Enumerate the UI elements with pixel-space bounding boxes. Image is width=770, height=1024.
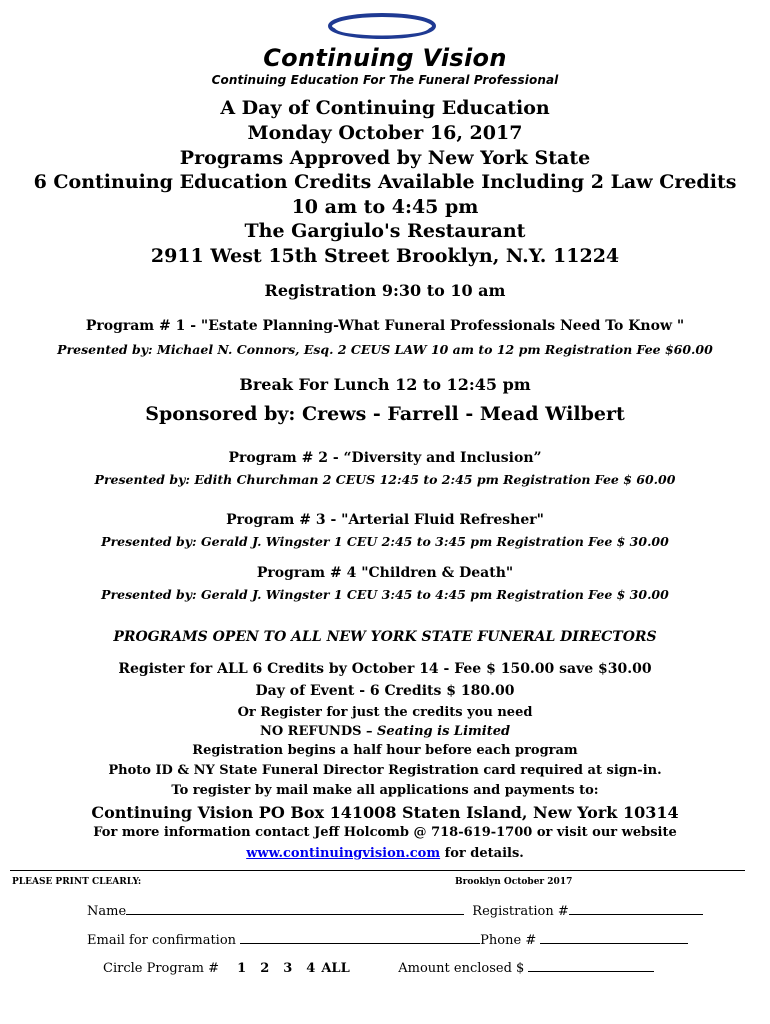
programs-open-notice: PROGRAMS OPEN TO ALL NEW YORK STATE FUNERAL DIRECTORS xyxy=(113,629,657,645)
website-suffix: for details. xyxy=(440,846,524,861)
amount-field[interactable] xyxy=(528,959,654,972)
program-3-presenter: Presented by: Gerald J. Wingster 1 CEU 2:45 to 3:45 pm Registration Fee $ 30.00 xyxy=(101,534,669,549)
amount-label: Amount enclosed $ xyxy=(398,961,525,976)
phone-label: Phone # xyxy=(480,933,537,948)
program-option-2[interactable]: 2 xyxy=(260,961,270,976)
program-choice-row xyxy=(103,959,654,976)
lunch-break: Break For Lunch 12 to 12:45 pm xyxy=(239,375,531,394)
logo-title: Continuing Vision xyxy=(263,44,507,72)
note-photo-id: Photo ID & NY State Funeral Director Registration card required at sign-in. xyxy=(108,763,662,778)
no-refunds-text: NO REFUNDS – xyxy=(259,724,378,739)
price-day-of-event: Day of Event - 6 Credits $ 180.00 xyxy=(255,683,515,699)
registration-number-label: Registration # xyxy=(472,904,569,919)
header-line-1: A Day of Continuing Education xyxy=(220,97,550,119)
program-options xyxy=(237,961,368,976)
form-divider xyxy=(10,870,745,871)
program-2-title: Program # 2 - “Diversity and Inclusion” xyxy=(228,450,542,466)
note-no-refunds xyxy=(0,724,770,739)
sponsors: Sponsored by: Crews - Farrell - Mead Wilbert xyxy=(145,403,625,425)
name-field[interactable] xyxy=(126,902,464,915)
program-option-all[interactable]: ALL xyxy=(321,961,350,976)
program-2-presenter: Presented by: Edith Churchman 2 CEUS 12:45 to 2:45 pm Registration Fee $ 60.00 xyxy=(94,472,676,487)
name-label: Name xyxy=(87,904,127,919)
header-line-7: 2911 West 15th Street Brooklyn, N.Y. 11224 xyxy=(150,245,620,267)
note-registration-begins: Registration begins a half hour before each program xyxy=(192,743,578,758)
website-line xyxy=(0,846,770,861)
email-field[interactable] xyxy=(240,931,480,944)
website-link[interactable]: www.continuingvision.com xyxy=(246,846,441,861)
registration-time: Registration 9:30 to 10 am xyxy=(264,281,506,300)
program-1-presenter: Presented by: Michael N. Connors, Esq. 2 CEUS LAW 10 am to 12 pm Registration Fee $60.00 xyxy=(57,342,713,357)
name-row xyxy=(87,902,703,919)
program-4-presenter: Presented by: Gerald J. Wingster 1 CEU 3:45 to 4:45 pm Registration Fee $ 30.00 xyxy=(101,587,669,602)
header-line-4: 6 Continuing Education Credits Available Including 2 Law Credits xyxy=(33,171,737,193)
header-line-6: The Gargiulo's Restaurant xyxy=(244,220,526,242)
email-row xyxy=(87,931,688,948)
program-4-title: Program # 4 "Children & Death" xyxy=(256,565,514,581)
header-line-2: Monday October 16, 2017 xyxy=(247,122,523,144)
mailing-address: Continuing Vision PO Box 141008 Staten Island, New York 10314 xyxy=(91,803,679,822)
email-label: Email for confirmation xyxy=(87,933,237,948)
header-line-5: 10 am to 4:45 pm xyxy=(291,196,479,218)
program-option-1[interactable]: 1 xyxy=(237,961,247,976)
registration-number-field[interactable] xyxy=(569,902,703,915)
program-option-3[interactable]: 3 xyxy=(283,961,293,976)
program-3-title: Program # 3 - "Arterial Fluid Refresher" xyxy=(226,512,544,528)
contact-info: For more information contact Jeff Holcomb @ 718-619-1700 or visit our website xyxy=(93,825,677,840)
circle-program-label: Circle Program # xyxy=(103,961,220,976)
logo-swoosh-icon xyxy=(326,12,438,40)
price-all-credits: Register for ALL 6 Credits by October 14 - Fee $ 150.00 save $30.00 xyxy=(118,661,652,677)
print-clearly-label: PLEASE PRINT CLEARLY: xyxy=(12,877,142,887)
location-tag: Brooklyn October 2017 xyxy=(455,877,573,887)
note-register-credits: Or Register for just the credits you need xyxy=(237,705,533,720)
phone-field[interactable] xyxy=(540,931,688,944)
header-line-3: Programs Approved by New York State xyxy=(179,147,591,169)
note-mail-payments: To register by mail make all applications and payments to: xyxy=(171,783,599,798)
logo xyxy=(0,8,770,88)
program-option-4[interactable]: 4 xyxy=(306,961,316,976)
seating-limited-text: Seating is Limited xyxy=(377,724,511,739)
program-1-title: Program # 1 - "Estate Planning-What Funeral Professionals Need To Know " xyxy=(85,318,685,334)
logo-subtitle: Continuing Education For The Funeral Professional xyxy=(211,73,559,87)
